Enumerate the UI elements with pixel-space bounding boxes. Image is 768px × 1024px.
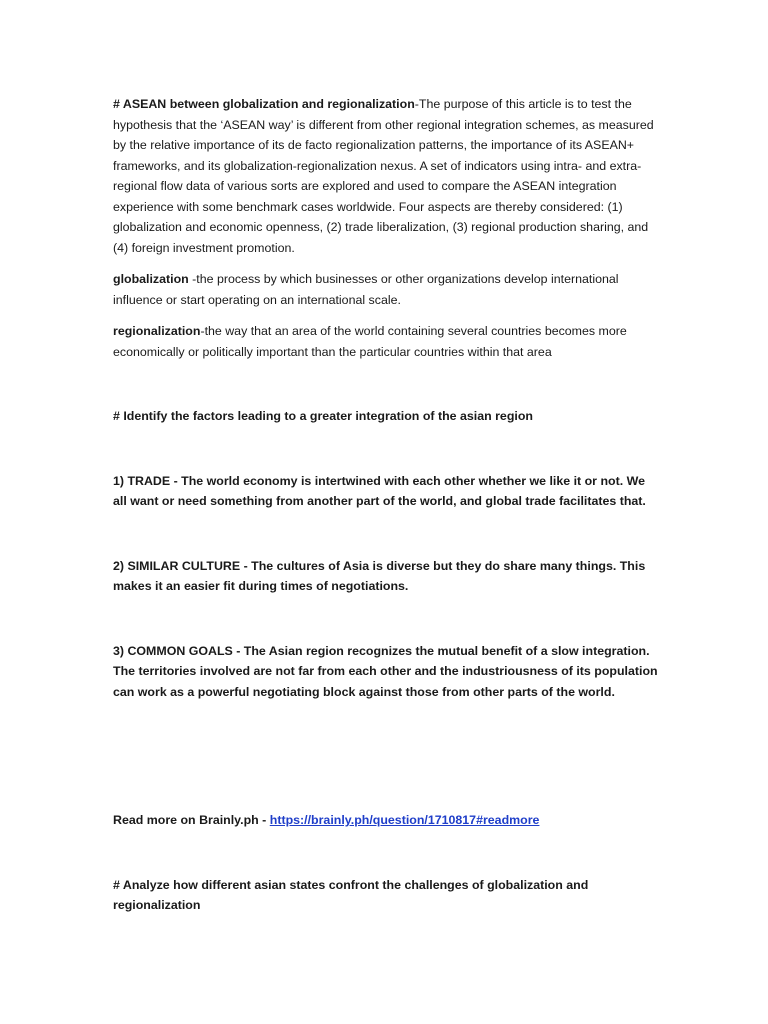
factor-similar-culture	[113, 556, 658, 597]
document-page	[113, 94, 658, 916]
factor-text: - The Asian region recognizes the mutual benefit of a slow integration. The territories involved are not far from each other and the industriousness of its population can work as a powerful negotiating block against those from other parts of the world.	[113, 643, 658, 699]
definition-term: globalization	[113, 272, 189, 286]
factor-text: - The cultures of Asia is diverse but they do share many things. This makes it an easier fit during times of negotiations.	[113, 558, 646, 593]
read-more-prefix: Read more on Brainly.ph -	[113, 813, 270, 827]
factor-common-goals	[113, 641, 658, 703]
section-heading-analyze: # Analyze how different asian states confront the challenges of globalization and regionalization	[113, 877, 589, 912]
factor-label: 1) TRADE	[113, 473, 171, 488]
factor-trade	[113, 471, 658, 512]
definition-globalization	[113, 269, 658, 310]
factor-text: - The world economy is intertwined with each other whether we like it or not. We all want or need something from another part of the world, and global trade facilitates that.	[113, 473, 646, 508]
factor-label: 3) COMMON GOALS	[113, 643, 233, 658]
definition-term: regionalization	[113, 324, 201, 338]
factor-label: 2) SIMILAR CULTURE	[113, 558, 241, 573]
definition-regionalization	[113, 321, 658, 362]
definition-text: -the way that an area of the world containing several countries becomes more economically or politically important than the particular countries within that area	[113, 324, 627, 359]
intro-body: -The purpose of this article is to test the hypothesis that the ‘ASEAN way’ is different from other regional integration schemes, as measured by the relative importance of its de facto regionalization patterns, the importance of its ASEAN+ frameworks, and its globalization-regionalization nexus. A set of indicators using intra- and extra-regional flow data of various sorts are explored and used to compare the ASEAN integration experience with some benchmark cases worldwide. Four aspects are thereby considered: (1) globalization and economic openness, (2) trade liberalization, (3) regional production sharing, and (4) foreign investment promotion.	[113, 97, 654, 255]
section-heading-factors: # Identify the factors leading to a greater integration of the asian region	[113, 409, 533, 423]
intro-paragraph	[113, 94, 658, 258]
intro-heading: # ASEAN between globalization and regionalization	[113, 97, 415, 111]
definition-text: -the process by which businesses or other organizations develop international influence or start operating on an international scale.	[113, 272, 619, 307]
read-more-link[interactable]: https://brainly.ph/question/1710817#readmore	[269, 813, 540, 827]
read-more-line	[113, 810, 658, 831]
